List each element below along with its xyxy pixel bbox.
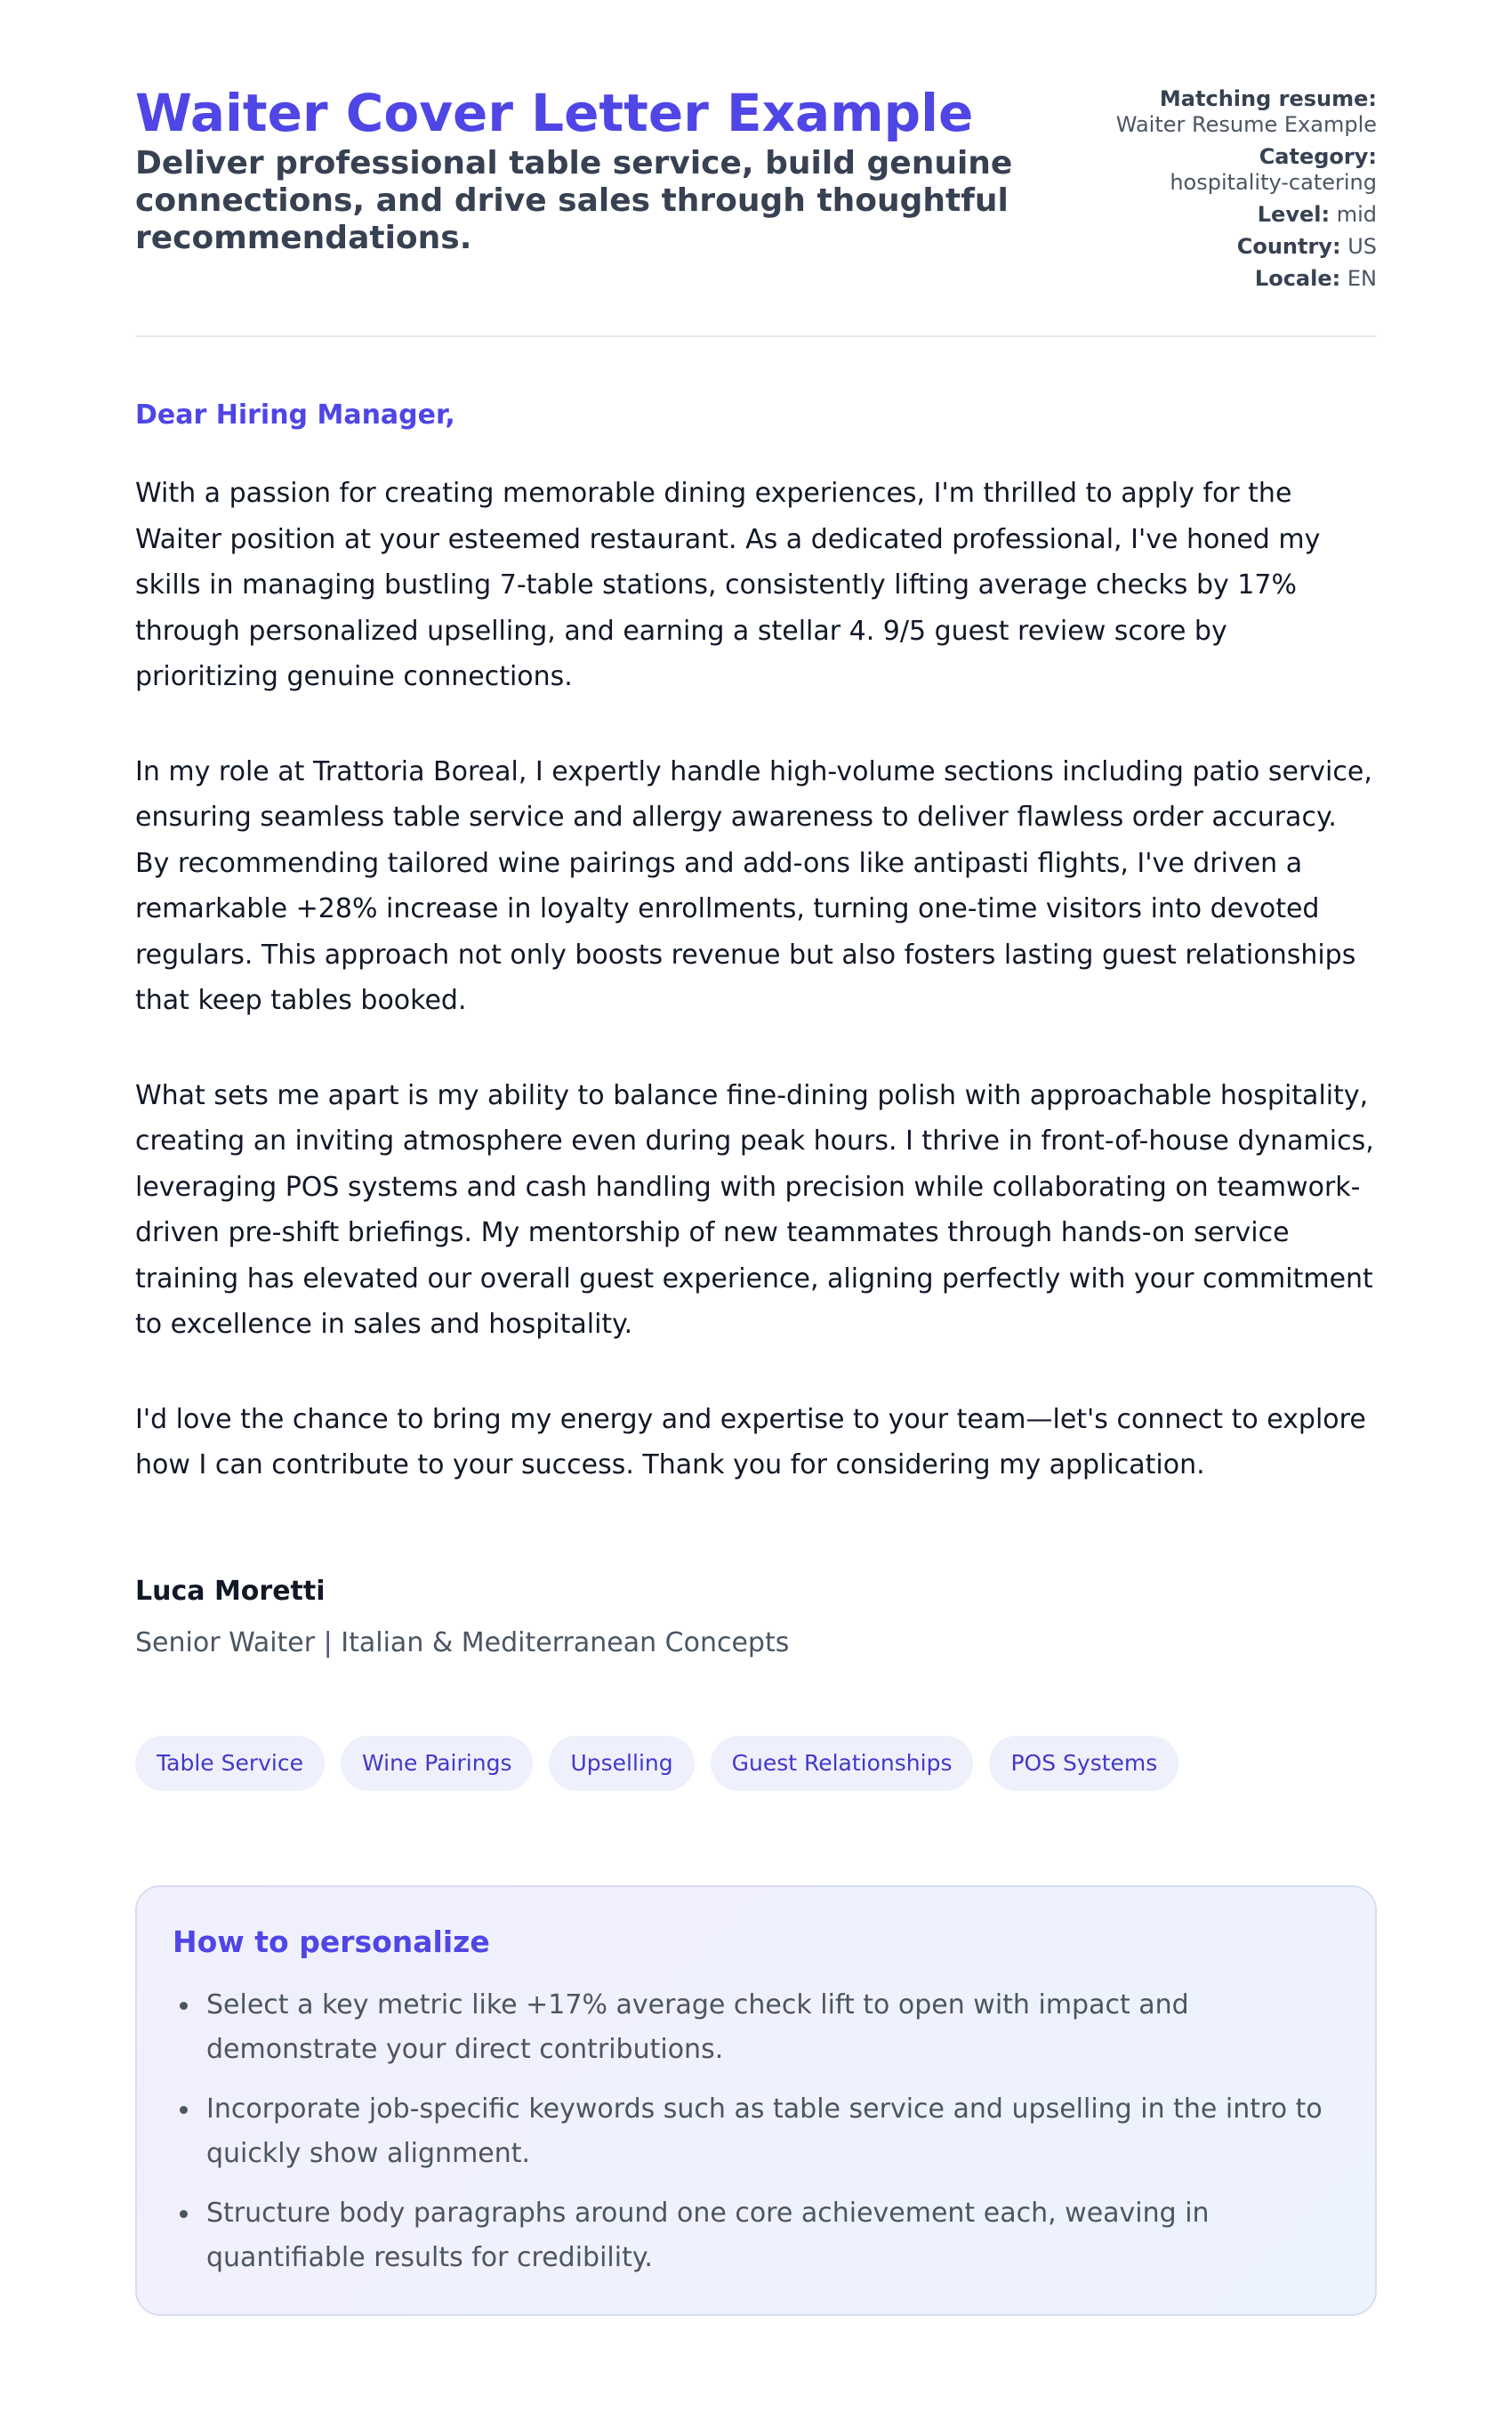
skill-tags — [135, 1736, 1377, 1791]
header-title-block — [135, 83, 1033, 257]
letter-paragraph: I'd love the chance to bring my energy and expertise to your team—let's connect to explore how I can contribute to your success. Thank you for considering my application. — [135, 1403, 1366, 1480]
meta-label: Locale: — [1254, 266, 1341, 291]
signature-title: Senior Waiter | Italian & Mediterranean Concepts — [135, 1626, 790, 1658]
meta-value: US — [1347, 234, 1377, 259]
tip-item — [206, 2087, 1339, 2176]
signature-name: Luca Moretti — [135, 1575, 326, 1607]
meta-country — [1110, 234, 1377, 260]
meta-locale — [1110, 266, 1377, 292]
tips-title: How to personalize — [173, 1924, 490, 1959]
tip-text: Structure body paragraphs around one core achievement each, weaving in quantifiable results for credibility. — [206, 2197, 1210, 2273]
meta-panel — [1110, 83, 1377, 298]
skill-tag: Wine Pairings — [341, 1736, 533, 1791]
meta-level — [1110, 202, 1377, 228]
tips-list — [173, 1983, 1339, 2280]
meta-label: Matching resume: — [1159, 86, 1377, 111]
page-title: Waiter Cover Letter Example — [135, 83, 974, 143]
skill-tag: Table Service — [135, 1736, 325, 1791]
letter-paragraph: With a passion for creating memorable dining experiences, I'm thrilled to apply for the Waiter position at your esteemed restaurant. As a dedicated professional, I've honed my skills in managing bustling 7-table stations, consistently lifting average checks by 17% through personalized upselling, and earning a stellar 4. 9/5 guest review score by prioritizing genuine connections. — [135, 478, 1321, 692]
skill-tag: Guest Relationships — [711, 1736, 974, 1791]
bullet-icon — [180, 2210, 188, 2218]
skill-tag: Upselling — [549, 1736, 694, 1791]
meta-label: Level: — [1257, 202, 1331, 227]
meta-value: hospitality-catering — [1170, 170, 1377, 195]
skill-tag: POS Systems — [989, 1736, 1178, 1791]
page-header — [135, 83, 1377, 298]
page-subtitle: Deliver professional table service, build genuine connections, and drive sales through thoughtful recommendations. — [135, 145, 1013, 256]
tip-text: Incorporate job-specific keywords such as table service and upselling in the intro to quickly show alignment. — [206, 2093, 1323, 2169]
meta-category — [1110, 144, 1377, 196]
header-divider — [135, 335, 1377, 337]
tip-text: Select a key metric like +17% average check lift to open with impact and demonstrate your direct contributions. — [206, 1988, 1189, 2065]
letter-greeting: Dear Hiring Manager, — [135, 399, 455, 431]
bullet-icon — [180, 2002, 188, 2010]
meta-value: EN — [1347, 266, 1377, 291]
meta-value: mid — [1336, 202, 1377, 227]
tip-item — [206, 2191, 1339, 2280]
personalize-tips-box — [135, 1885, 1377, 2316]
meta-matching-resume — [1110, 86, 1377, 138]
meta-label: Category: — [1259, 144, 1377, 169]
meta-value: Waiter Resume Example — [1115, 112, 1377, 137]
letter-paragraph: In my role at Trattoria Boreal, I expertly handle high-volume sections including patio service, ensuring seamless table service and allergy awareness to deliver flawless order accuracy. By recommending tailored wine pairings and add-ons like antipasti flights, I've driven a remarkable +28% increase in loyalty enrollments, turning one-time visitors into devoted regulars. This approach not only boosts revenue but also fosters lasting guest relationships that keep tables booked. — [135, 755, 1372, 1016]
letter-paragraph: What sets me apart is my ability to balance fine-dining polish with approachable hospitality, creating an inviting atmosphere even during peak hours. I thrive in front-of-house dynamics, leveraging POS systems and cash handling with precision while collaborating on teamwork-driven pre-shift briefings. My mentorship of new teammates through hands-on service training has elevated our overall guest experience, aligning perfectly with your commitment to excellence in sales and hospitality. — [135, 1079, 1374, 1340]
meta-label: Country: — [1236, 234, 1341, 259]
bullet-icon — [180, 2106, 188, 2114]
tip-item — [206, 1983, 1339, 2072]
